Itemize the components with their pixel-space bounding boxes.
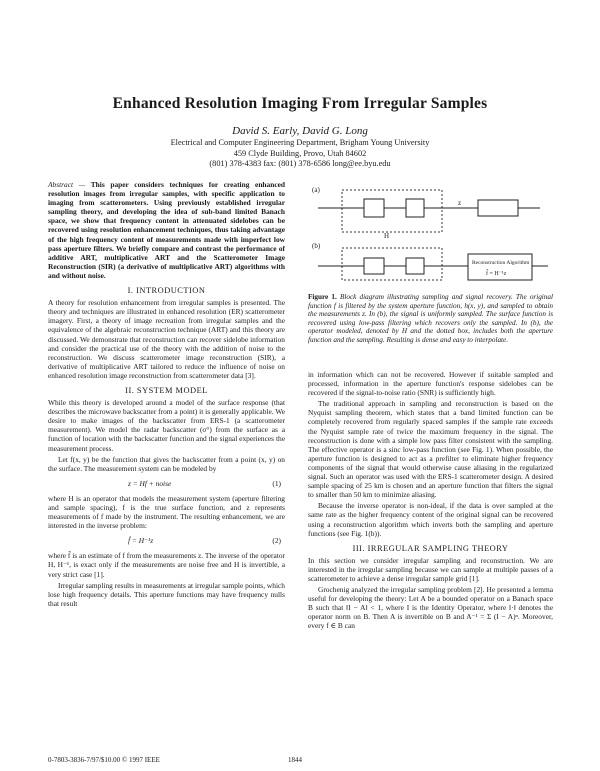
section-heading: II. SYSTEM MODEL (125, 385, 208, 395)
equation-number: (1) (272, 478, 281, 488)
equation-2 (48, 536, 285, 545)
affiliation-line: (801) 378-4383 fax: (801) 378-6586 long@ee.byu.edu (209, 159, 391, 168)
block-diagram (308, 180, 553, 290)
paragraph: where H is an operator that models the measurement system (aperture filtering and sample spacing), f is the true surface function, and z represents measurements of f made by the instrument. The resulting enhancement, we are interested in the inverse problem: (48, 493, 285, 531)
figure-caption (308, 293, 553, 345)
section-heading: III. IRREGULAR SAMPLING THEORY (352, 543, 509, 553)
dotted-operator-box (342, 190, 442, 232)
sampler-box (406, 199, 424, 217)
caption-label: Figure 1. (308, 293, 337, 301)
paragraph: In this section we consider irregular sampling and reconstruction. We are interested in the irregular sampling because we can sample at multiple passes of a scatterometer to achieve a dense irregular sample grid [1]. (308, 555, 553, 583)
paragraph: Grochenig analyzed the irregular sampling problem [2]. He presented a lemma useful for developing the theory: Let A be a bounded operator on a Banach space B such that ‖I − A‖ < 1, where I is the Identity Operator, where ‖·‖ denotes the operator norm on B. Then A is invertible on B and A⁻¹ = Σ (I − A)ⁿ. Moreover, every f ∈ B can (308, 585, 553, 631)
paper-authors: David S. Early, David G. Long (232, 125, 368, 137)
equation: f̂ = H⁻¹z (128, 536, 154, 546)
figure-label-b: (b) (312, 242, 321, 250)
right-column (308, 370, 553, 633)
paragraph: in information which can not be recovered. However if suitable sampled and processed, information in the aperture function's response sidelobes can be recovered if the signal-to-noise ratio (SNR) is sufficiently high. (308, 370, 553, 398)
paragraph: where f̂ is an estimate of f from the measurements z. The inverse of the operator H, H⁻¹, is exact only if the measurements are noise free and H is invertible, a very strict case [1]. (48, 551, 285, 579)
footer-copyright: 0-7803-3836-7/97/$10.00 © 1997 IEEE (48, 756, 160, 764)
aperture-box (364, 258, 384, 274)
paragraph: While this theory is developed around a model of the surface response (that describes the microwave backscatter from a point) it is generally applicable. We desire to make images of the backscatter from ERS-1 (a scatterometer measurement). We model the radar backscatter (σ°) from the surface as a function of location with the backscatter function and the signal experiences the measurement process. (48, 398, 285, 453)
equation-1 (48, 479, 285, 488)
reconstruction-label: Reconstruction Algorithm (472, 260, 530, 266)
paragraph: A theory for resolution enhancement from irregular samples is presented. The theory and techniques are illustrated in enhanced resolution (ER) scatterometer imagery. First, a theory of image recreation from irregular samples and the equivalence of the algebraic reconstruction technique (ART) and this theory are discussed. We demonstrate that reconstruction can recover sidelobe information and consider the practical use of the theory with the addition of noise to the reconstruction. We discuss scatterometer image reconstruction (SIR), a derivative of multiplicative ART tailored to reduce the influence of noise on enhanced resolution image reconstruction from scatterometer data [3]. (48, 298, 285, 380)
sampler-box (406, 258, 424, 274)
affiliation (0, 138, 600, 170)
reconstruction-equation: f̂ = H⁻¹z (486, 271, 507, 277)
abstract-label: Abstract — (48, 180, 86, 189)
paragraph: Let f(x, y) be the function that gives the backscatter from a point (x, y) on the surface. The measurement system can be modeled by (48, 454, 285, 473)
affiliation-line: 459 Clyde Building, Provo, Utah 84602 (233, 148, 367, 158)
aperture-box (364, 199, 384, 217)
left-column (48, 180, 285, 610)
dotted-operator-box (342, 248, 442, 280)
abstract (48, 180, 285, 280)
abstract-text: This paper considers techniques for creating enhanced resolution images from irregular samples, with specific application to imaging from scatterometers. Using previously established irregular sampling theory, and developing the idea of sub-band limited Banach space, we show that frequency content in attenuated sidelobes can be recovered using resolution enhancement techniques, thus taking advantage of the high frequency content of measurements made with imperfect low pass aperture filters. We briefly compare and contrast the performance of additive ART, multiplicative ART and the Scatterometer Image Reconstruction (SIR) (a derivative of multiplicative ART) algorithms with and without noise. (48, 180, 286, 280)
paragraph: Irregular sampling results in measurements at irregular sample points, which lose high frequency details. This aperture functions may have frequency nulls that result (48, 580, 285, 608)
equation-number: (2) (272, 536, 281, 546)
section-heading: I. INTRODUCTION (127, 286, 206, 296)
paper-title: Enhanced Resolution Imaging From Irregular Samples (112, 95, 488, 112)
figure-label-a: (a) (312, 186, 320, 194)
operator-h-label: H (384, 232, 390, 240)
caption-text: Block diagram illustrating sampling and signal recovery. The original function f is filtered by the system aperture function, h(x, y), and sampled to obtain the measurements z. In (b), the signal is uniformly sampled. The surface function is recovered using low-pass filtering which recovers only the sampled. In (b), the operator modeled, denoted by H and the dotted box, includes both the aperture function and the sampling. Resulting is dense and easy to interpolate. (308, 293, 553, 344)
affiliation-line: Electrical and Computer Engineering Department, Brigham Young University (170, 138, 430, 147)
z-label: z (458, 199, 462, 207)
paragraph: Because the inverse operator is non-ideal, if the data is over sampled at the same rate as the higher frequency content of the original signal can be recovered using a reconstruction algorithm which inverts both the sampling and aperture functions (see Fig. 1(b)). (308, 501, 553, 538)
filter-box (478, 200, 518, 216)
equation: z = Hf + noise (128, 478, 172, 488)
paragraph: The traditional approach in sampling and reconstruction is based on the Nyquist sampling theorem, which states that a band limited function can be completely recovered from regularly spaced samples if the sample rate exceeds the Nyquist sample rate of twice the maximum frequency in the signal. The reconstruction is done with a simple low pass filter consistent with the sampling. The effective operator is a sinc low-pass function (see Fig. 1). When possible, the aperture function is designed to act as a prefilter to eliminate higher frequency components of the signal that would otherwise cause aliasing in the regularized signal. Such an operator was used with the ERS-1 scatterometer design. A desired sample spacing of 25 km is chosen and an aperture function that filters the signal to smaller than 50 km to minimize aliasing. (308, 399, 553, 500)
page-number: 1844 (288, 756, 302, 764)
